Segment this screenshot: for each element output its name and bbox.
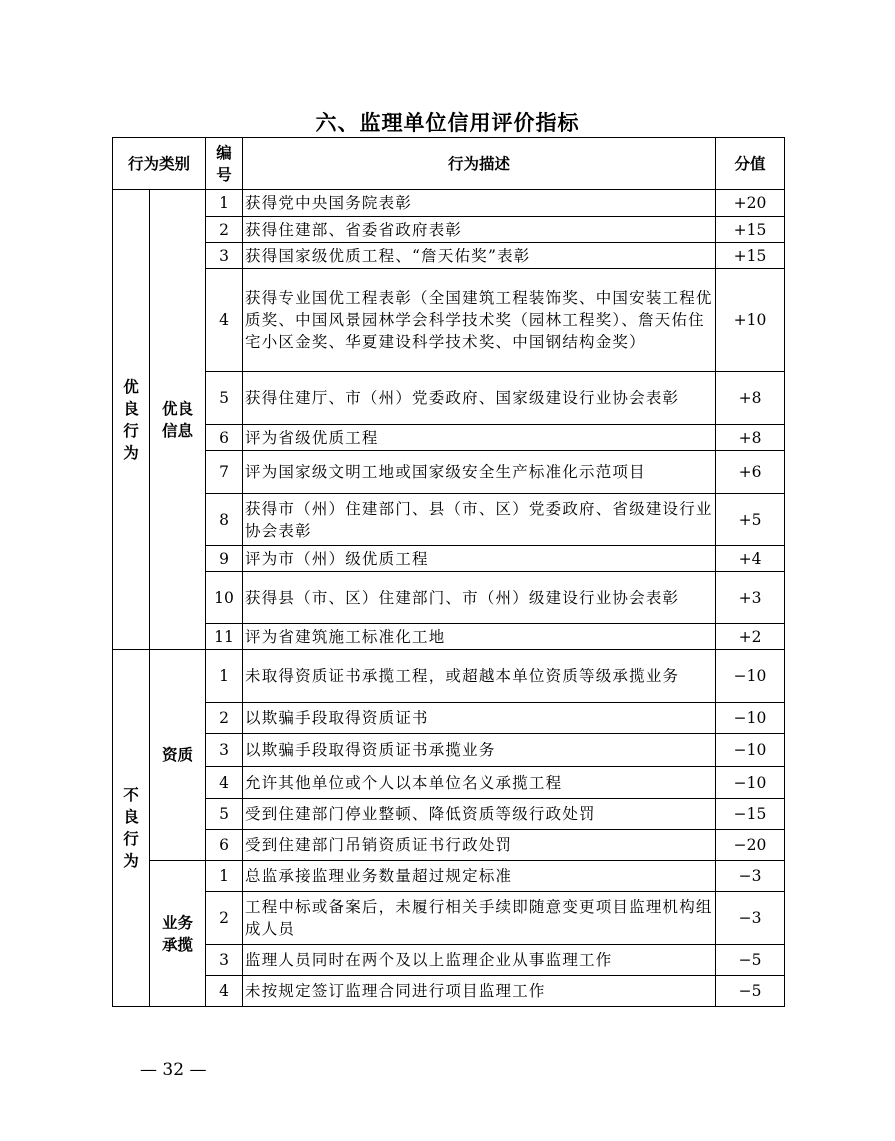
row-score: +6 — [716, 451, 785, 494]
row-number: 2 — [206, 892, 243, 945]
table-row — [113, 494, 785, 546]
row-description: 获得县（市、区）住建部门、市（州）级建设行业协会表彰 — [243, 572, 716, 624]
row-score: −10 — [716, 734, 785, 767]
row-score: +2 — [716, 624, 785, 650]
row-number: 2 — [206, 217, 243, 243]
row-score: −5 — [716, 976, 785, 1007]
subcategory-business: 业务 承揽 — [150, 861, 206, 1007]
row-score: −3 — [716, 861, 785, 892]
category-bad-behavior: 不 良 行 为 — [113, 650, 150, 1007]
table-row — [113, 572, 785, 624]
row-number: 11 — [206, 624, 243, 650]
row-score: −10 — [716, 650, 785, 703]
row-number: 3 — [206, 945, 243, 976]
row-score: −10 — [716, 767, 785, 799]
row-number: 1 — [206, 650, 243, 703]
row-number: 5 — [206, 372, 243, 425]
row-description: 评为省级优质工程 — [243, 425, 716, 451]
table-row — [113, 217, 785, 243]
row-number: 9 — [206, 546, 243, 572]
row-score: −20 — [716, 830, 785, 861]
row-description: 监理人员同时在两个及以上监理企业从事监理工作 — [243, 945, 716, 976]
row-score: +8 — [716, 425, 785, 451]
row-score: +5 — [716, 494, 785, 546]
header-number-line2: 号 — [216, 165, 232, 184]
table-row — [113, 372, 785, 425]
table-row — [113, 976, 785, 1007]
row-number: 4 — [206, 269, 243, 372]
row-description: 评为省建筑施工标准化工地 — [243, 624, 716, 650]
page-number: — 32 — — [140, 1060, 207, 1080]
table-row — [113, 425, 785, 451]
table-row — [113, 546, 785, 572]
row-number: 3 — [206, 734, 243, 767]
header-score: 分值 — [716, 138, 785, 190]
row-description: 工程中标或备案后，未履行相关手续即随意变更项目监理机构组成人员 — [243, 892, 716, 945]
row-number: 4 — [206, 976, 243, 1007]
row-number: 10 — [206, 572, 243, 624]
row-score: +8 — [716, 372, 785, 425]
row-number: 7 — [206, 451, 243, 494]
table-row — [113, 892, 785, 945]
row-description: 允许其他单位或个人以本单位名义承揽工程 — [243, 767, 716, 799]
row-number: 1 — [206, 861, 243, 892]
table-row — [113, 799, 785, 830]
row-number: 3 — [206, 243, 243, 269]
row-number: 2 — [206, 703, 243, 734]
row-score: −10 — [716, 703, 785, 734]
row-description: 受到住建部门停业整顿、降低资质等级行政处罚 — [243, 799, 716, 830]
table-row — [113, 190, 785, 217]
row-number: 4 — [206, 767, 243, 799]
table-row — [113, 945, 785, 976]
credit-evaluation-table — [112, 137, 785, 1007]
header-number-line1: 编 — [216, 143, 232, 162]
row-score: +20 — [716, 190, 785, 217]
row-score: +10 — [716, 269, 785, 372]
table-row — [113, 624, 785, 650]
row-score: +15 — [716, 243, 785, 269]
row-number: 8 — [206, 494, 243, 546]
row-score: +4 — [716, 546, 785, 572]
row-description: 评为市（州）级优质工程 — [243, 546, 716, 572]
row-number: 6 — [206, 830, 243, 861]
row-description: 获得国家级优质工程、“詹天佑奖”表彰 — [243, 243, 716, 269]
row-description: 受到住建部门吊销资质证书行政处罚 — [243, 830, 716, 861]
row-description: 获得党中央国务院表彰 — [243, 190, 716, 217]
header-description: 行为描述 — [243, 138, 716, 190]
table-row — [113, 861, 785, 892]
table-row — [113, 451, 785, 494]
page-title: 六、监理单位信用评价指标 — [315, 111, 580, 135]
table-row — [113, 650, 785, 703]
row-score: −3 — [716, 892, 785, 945]
header-category: 行为类别 — [113, 138, 206, 190]
subcategory-good-info: 优良 信息 — [150, 190, 206, 650]
table-row — [113, 269, 785, 372]
row-description: 获得住建厅、市（州）党委政府、国家级建设行业协会表彰 — [243, 372, 716, 425]
row-score: −5 — [716, 945, 785, 976]
row-description: 未取得资质证书承揽工程，或超越本单位资质等级承揽业务 — [243, 650, 716, 703]
row-number: 1 — [206, 190, 243, 217]
table-header-row — [113, 138, 785, 190]
table-row — [113, 703, 785, 734]
row-number: 5 — [206, 799, 243, 830]
header-number — [206, 138, 243, 190]
table-row — [113, 734, 785, 767]
row-description: 获得住建部、省委省政府表彰 — [243, 217, 716, 243]
subcategory-qualification: 资质 — [150, 650, 206, 861]
row-score: −15 — [716, 799, 785, 830]
table-row — [113, 243, 785, 269]
row-description: 评为国家级文明工地或国家级安全生产标准化示范项目 — [243, 451, 716, 494]
table-row — [113, 830, 785, 861]
row-description: 未按规定签订监理合同进行项目监理工作 — [243, 976, 716, 1007]
category-good-behavior: 优 良 行 为 — [113, 190, 150, 650]
row-description: 获得市（州）住建部门、县（市、区）党委政府、省级建设行业协会表彰 — [243, 494, 716, 546]
row-description: 以欺骗手段取得资质证书 — [243, 703, 716, 734]
row-description: 以欺骗手段取得资质证书承揽业务 — [243, 734, 716, 767]
row-score: +15 — [716, 217, 785, 243]
row-description: 总监承接监理业务数量超过规定标准 — [243, 861, 716, 892]
row-score: +3 — [716, 572, 785, 624]
table-row — [113, 767, 785, 799]
row-description: 获得专业国优工程表彰（全国建筑工程装饰奖、中国安装工程优质奖、中国风景园林学会科学技术奖（园林工程奖）、詹天佑住宅小区金奖、华夏建设科学技术奖、中国钢结构金奖） — [243, 269, 716, 372]
row-number: 6 — [206, 425, 243, 451]
